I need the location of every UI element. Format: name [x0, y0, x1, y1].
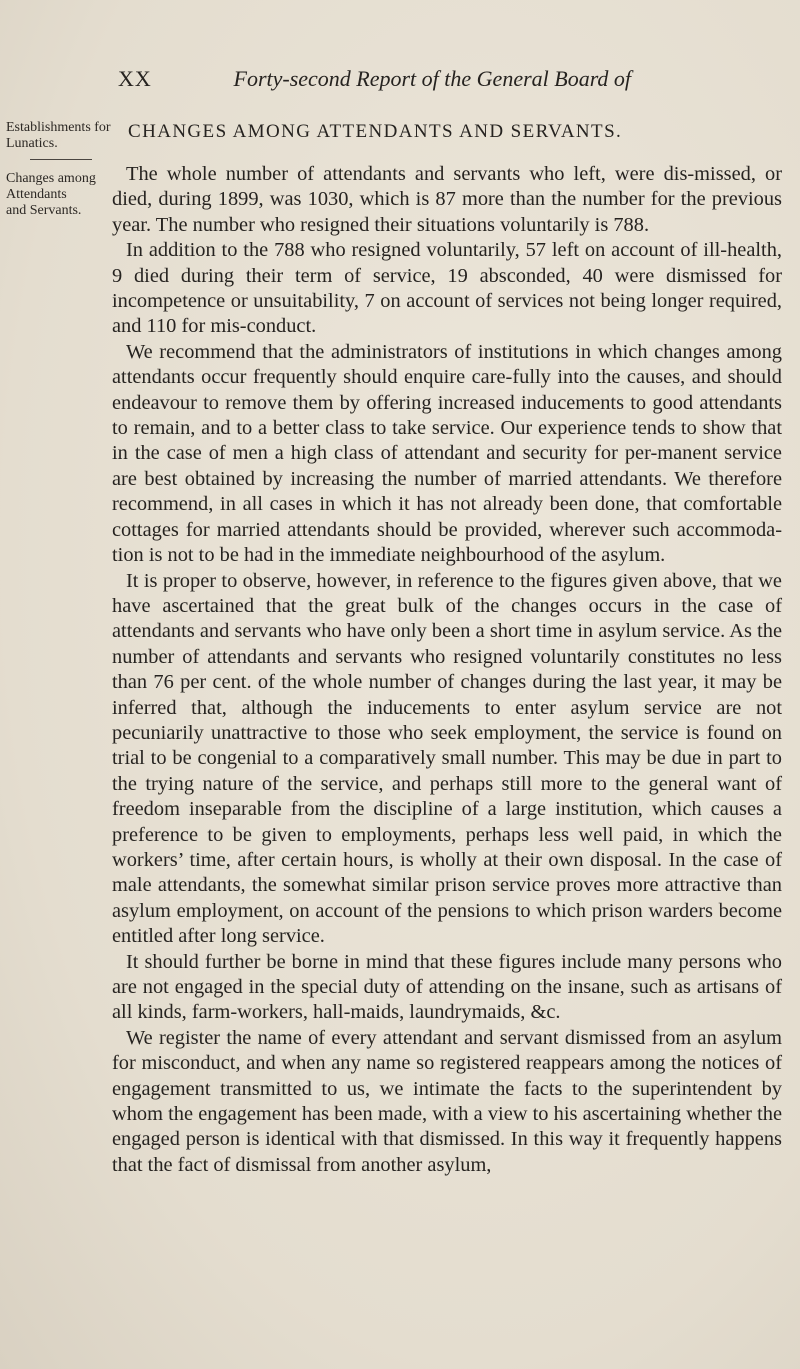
running-head	[118, 66, 778, 92]
paragraph: It is proper to observe, however, in reference to the figures given above, that we have ascertained that the great bulk of the changes occurs in the case of attendants and servants who have only been a short time in asylum service. As the number of attendants and servants who resigned voluntarily constitutes no less than 76 per cent. of the whole number of changes during the last year, it may be inferred that, although the inducements to enter asylum service are not pecuniarily unattractive to those who seek employment, the service is found on trial to be congenial to a comparatively small number. This may be due in part to the trying nature of the service, and perhaps still more to the general want of freedom inseparable from the discipline of a large institution, which causes a preference to be given to employments, perhaps less well paid, in which the workers’ time, after certain hours, is wholly at their own disposal. In the case of male attendants, the somewhat similar prison service proves more attractive than asylum employment, on account of the pensions to which prison warders become entitled after long service.	[112, 569, 782, 948]
paragraph: The whole number of attendants and servants who left, were dis-missed, or died, during 1899, was 1030, which is 87 more than the number for the previous year. The number who resigned their situations voluntarily is 788.	[112, 163, 782, 236]
running-title: Forty-second Report of the General Board of	[233, 66, 632, 91]
paragraph: It should further be borne in mind that these figures include many persons who are not engaged in the special duty of attending on the insane, such as artisans of all kinds, farm-workers, hall-maids, laundrymaids, &c.	[112, 950, 782, 1024]
paragraph: We register the name of every attendant and servant dismissed from an asylum for misconduct, and when any name so registered reappears among the notices of engagement transmitted to us, we intimate the facts to the superintendent by whom the engagement has been made, with a view to his ascertaining whether the engaged person is identical with that dismissed. In this way it frequently happens that the fact of dismissal from another asylum,	[112, 1026, 782, 1176]
paragraph: In addition to the 788 who resigned voluntarily, 57 left on account of ill-health, 9 died during their term of service, 19 absconded, 40 were dismissed for incompetence or unsuitability, 7 on account of services not being longer required, and 110 for mis-conduct.	[112, 239, 782, 338]
body-text	[112, 162, 782, 1178]
margin-divider	[30, 159, 92, 160]
paragraph: We recommend that the administrators of institutions in which changes among attendants occur frequently should enquire care-fully into the causes, and should endeavour to remove them by offering increased inducements to good attendants to remain, and to a better class to take service. Our experience tends to show that in the case of men a high class of attendant and security for per-manent service are best obtained by increasing the number of married attendants. We therefore recommend, in all cases in which it has not already been done, that comfortable cottages for married attendants should be provided, wherever such accommoda-tion is not to be had in the immediate neighbourhood of the asylum.	[112, 340, 782, 567]
margin-note-changes	[6, 171, 124, 219]
section-heading: CHANGES AMONG ATTENDANTS AND SERVANTS.	[128, 121, 623, 142]
margin-note-line: Attendants	[6, 187, 67, 202]
page-folio: XX	[118, 66, 152, 91]
margin-note-establishments: Establishments for Lunatics.	[6, 120, 111, 151]
margin-note-line: and Servants.	[6, 203, 82, 218]
margin-note-line: Changes among	[6, 171, 96, 186]
